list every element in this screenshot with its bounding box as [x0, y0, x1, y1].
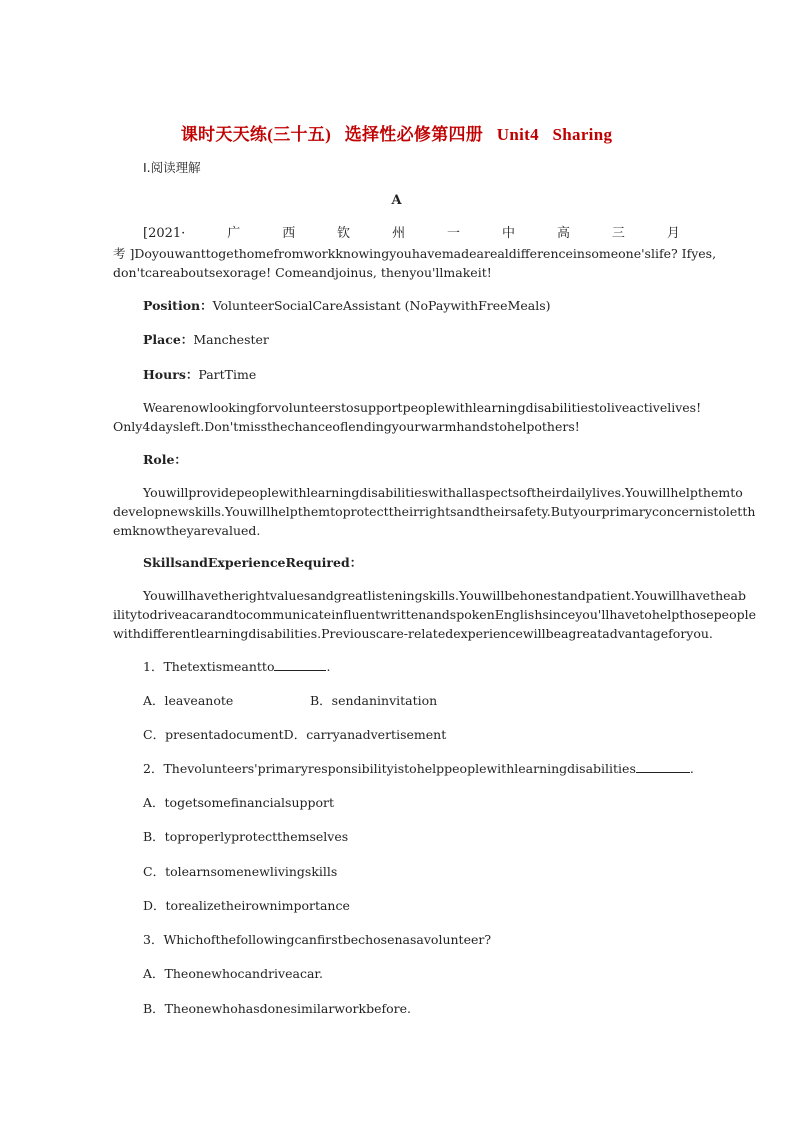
skills-line: withdifferentlearningdisabilities.Previouscare-relatedexperiencewillbeagreatadvantageforyou.: [113, 626, 713, 641]
source-char: 高: [556, 226, 570, 241]
source-char: 三: [611, 226, 625, 241]
role-line: Youwillprovidepeoplewithlearningdisabilitieswithallaspectsoftheirdailylives.Youwillhelpthemto: [143, 485, 743, 500]
passage-letter: A: [391, 193, 402, 208]
role-label: Role：: [143, 452, 187, 467]
skills-label: SkillsandExperienceRequired：: [143, 555, 363, 570]
question-text: 1．Thetextismeantto: [143, 659, 275, 674]
notice-line: Wearenowlookingforvolunteerstosupportpeoplewithlearningdisabilitiestoliveactivelives!: [143, 400, 702, 415]
question-1-option-cd: C．presentadocumentD．carryanadvertisement: [143, 727, 447, 742]
position-field: [143, 296, 551, 315]
source-char: 广: [227, 226, 241, 241]
question-end: .: [326, 659, 331, 674]
source-char: 一: [447, 226, 461, 241]
hours-field: [143, 365, 256, 384]
source-char: 月: [666, 226, 680, 241]
question-3-option-b: B．Theonewhohasdonesimilarworkbefore.: [143, 1001, 411, 1016]
question-3-stem: 3．Whichofthefollowingcanfirstbechosenasavolunteer?: [143, 932, 492, 947]
role-line: developnewskills.Youwillhelpthemtoprotecttheirrightsandtheirsafety.Butyourprimaryconcernistoletth: [113, 504, 756, 519]
question-1-option-a: A．leaveanote: [143, 693, 234, 708]
skills-line: Youwillhavetherightvaluesandgreatlisteningskills.Youwillbehonestandpatient.Youwillhavetheab: [143, 588, 746, 603]
source-line: [143, 224, 680, 243]
answer-blank: [274, 658, 326, 671]
place-value: Manchester: [193, 332, 269, 347]
page-title: 课时天天练(三十五) 选择性必修第四册 Unit4 Sharing: [180, 125, 613, 144]
intro-line: don'tcareaboutsexorage! Comeandjoinus, thenyou'llmakeit!: [113, 265, 492, 280]
question-2-option-b: B．toproperlyprotectthemselves: [143, 829, 349, 844]
answer-blank: [636, 760, 690, 773]
question-2-option-d: D．torealizetheirownimportance: [143, 898, 350, 913]
source-char: 中: [502, 226, 516, 241]
role-line: emknowtheyarevalued.: [113, 523, 261, 538]
source-char: 州: [392, 226, 406, 241]
position-label: Position：: [143, 298, 213, 313]
source-char: 西: [282, 226, 296, 241]
place-field: [143, 330, 269, 349]
question-1-option-b: B．sendaninvitation: [310, 693, 438, 708]
place-label: Place：: [143, 332, 194, 347]
question-end: .: [689, 761, 694, 776]
question-2-option-a: A．togetsomefinancialsupport: [143, 795, 335, 810]
question-1-stem: [143, 657, 330, 676]
question-2-stem: [143, 759, 694, 778]
skills-line: ilitytodriveacarandtocommunicateinfluentwrittenandspokenEnglishsinceyou'llhavetohelpthosepeople: [113, 607, 757, 622]
section-heading: Ⅰ.阅读理解: [143, 160, 201, 175]
source-char: [2021·: [143, 226, 186, 241]
source-char: 钦: [337, 226, 351, 241]
question-text: 2．Thevolunteers'primaryresponsibilityistohelppeoplewithlearningdisabilities: [143, 761, 636, 776]
question-2-option-c: C．tolearnsomenewlivingskills: [143, 864, 338, 879]
notice-line: Only4daysleft.Don'tmissthechanceoflendingyourwarmhandstohelpothers!: [113, 419, 580, 434]
hours-value: PartTime: [198, 367, 257, 382]
hours-label: Hours：: [143, 367, 199, 382]
intro-line: 考 ]Doyouwanttogethomefromworkknowingyouhavemadearealdifferenceinsomeone'slife? Ifyes,: [113, 246, 717, 261]
position-value: VolunteerSocialCareAssistant (NoPaywithFreeMeals): [212, 298, 551, 313]
question-3-option-a: A．Theonewhocandriveacar.: [143, 966, 323, 981]
